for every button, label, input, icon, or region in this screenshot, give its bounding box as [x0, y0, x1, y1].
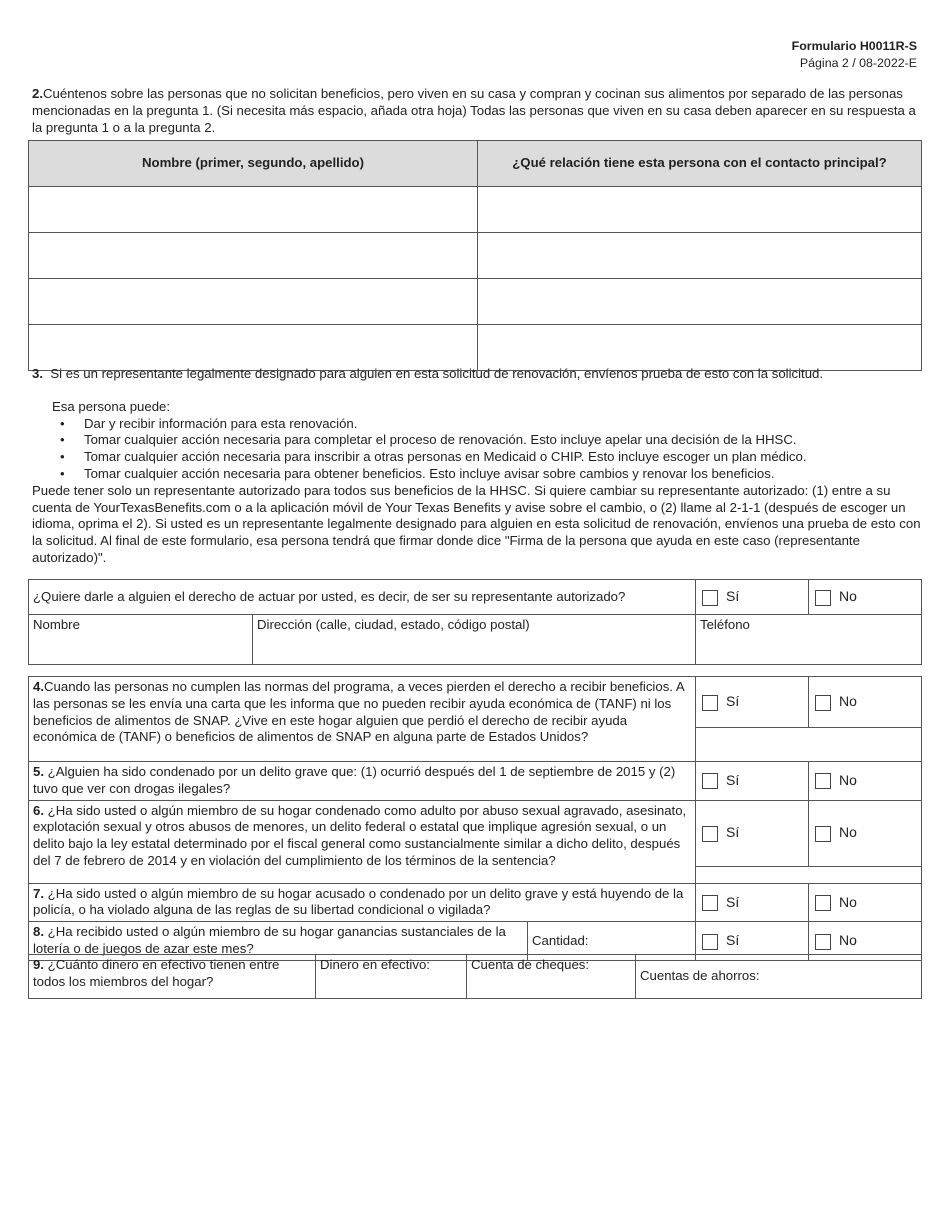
form-header — [792, 38, 917, 72]
col-relationship-header: ¿Qué relación tiene esta persona con el contacto principal? — [478, 141, 922, 187]
representative-table — [28, 579, 922, 665]
question-7: 7. ¿Ha sido usted o algún miembro de su hogar acusado o condenado por un delito grave y está huyendo de la policía, o ha violado alguna de las reglas de su libertad condicional o vigilada? — [29, 883, 696, 922]
question-9-table — [28, 954, 922, 999]
q3-can-label: Esa persona puede: — [52, 398, 171, 414]
col-name-header: Nombre (primer, segundo, apellido) — [29, 141, 478, 187]
relationship-cell[interactable] — [478, 233, 922, 279]
rep-name-field[interactable]: Nombre — [29, 615, 253, 665]
name-cell[interactable] — [29, 233, 478, 279]
checkbox-icon[interactable] — [702, 773, 718, 789]
form-number: Formulario H0011R-S — [791, 39, 917, 53]
questions-table — [28, 676, 922, 961]
rep-question: ¿Quiere darle a alguien el derecho de actuar por usted, es decir, de ser su representante autorizado? — [29, 580, 696, 615]
checkbox-icon[interactable] — [815, 695, 831, 711]
name-cell[interactable] — [29, 325, 478, 371]
q5-no-option[interactable]: No — [809, 762, 922, 801]
list-item: • Tomar cualquier acción necesaria para obtener beneficios. Esto incluye avisar sobre cambios y renovar los beneficios. — [52, 466, 922, 483]
q8-yes-option[interactable]: Sí — [696, 922, 809, 961]
q2-number: 2. — [32, 86, 43, 101]
checkbox-icon[interactable] — [702, 590, 718, 606]
checkbox-icon[interactable] — [815, 934, 831, 950]
q7-yes-option[interactable]: Sí — [696, 883, 809, 922]
q5-yes-option[interactable]: Sí — [696, 762, 809, 801]
checkbox-icon[interactable] — [702, 895, 718, 911]
checkbox-icon[interactable] — [815, 773, 831, 789]
checkbox-icon[interactable] — [815, 895, 831, 911]
list-item: • Dar y recibir información para esta renovación. — [52, 416, 922, 433]
q4-yes-option[interactable]: Sí — [696, 677, 809, 728]
cash-field[interactable]: Dinero en efectivo: — [316, 955, 467, 999]
q8-amount-field[interactable]: Cantidad: — [528, 922, 696, 961]
question-9: 9. ¿Cuánto dinero en efectivo tienen entre todos los miembros del hogar? — [29, 955, 316, 999]
checkbox-icon[interactable] — [702, 934, 718, 950]
checking-field[interactable]: Cuenta de cheques: — [467, 955, 636, 999]
relationship-cell[interactable] — [478, 325, 922, 371]
rep-address-field[interactable]: Dirección (calle, ciudad, estado, código postal) — [253, 615, 696, 665]
checkbox-icon[interactable] — [702, 826, 718, 842]
checkbox-icon[interactable] — [815, 590, 831, 606]
household-members-table — [28, 140, 922, 371]
q3-bullet-list — [32, 416, 922, 483]
table-row — [29, 279, 922, 325]
checkbox-icon[interactable] — [702, 695, 718, 711]
q3-number: 3. — [32, 366, 43, 381]
checkbox-icon[interactable] — [815, 826, 831, 842]
question-2 — [32, 86, 922, 136]
name-cell[interactable] — [29, 187, 478, 233]
rep-phone-field[interactable]: Teléfono — [696, 615, 922, 665]
name-cell[interactable] — [29, 279, 478, 325]
list-item: • Tomar cualquier acción necesaria para inscribir a otras personas en Medicaid o CHIP. Esto incluye escoger un plan médico. — [52, 449, 922, 466]
page-number: Página 2 / 08-2022-E — [799, 56, 917, 70]
q8-no-option[interactable]: No — [809, 922, 922, 961]
q6-yes-option[interactable]: Sí — [696, 800, 809, 866]
q7-no-option[interactable]: No — [809, 883, 922, 922]
table-row — [29, 187, 922, 233]
q3-text: Si es un representante legalmente designado para alguien en esta solicitud de renovación, envíenos prueba de esto con la solicitud. — [50, 366, 824, 381]
question-6: 6. ¿Ha sido usted o algún miembro de su hogar condenado como adulto por abuso sexual agravado, asesinato, explotación sexual y otros abusos de menores, un delito federal o estatal que implique agresión sexual, o un delito bajo la ley estatal determinado por el fiscal general como sustancialmente similar a dicho delito, después del 7 de febrero de 2014 y en violación del cumplimiento de los términos de la sentencia? — [29, 800, 696, 883]
question-8: 8. ¿Ha recibido usted o algún miembro de su hogar ganancias sustanciales de la lotería o de juegos de azar este mes? — [29, 922, 528, 961]
rep-yes-option[interactable]: Sí — [696, 580, 809, 615]
question-3 — [32, 366, 922, 567]
q3-paragraph: Puede tener solo un representante autorizado para todos sus beneficios de la HHSC. Si quiere cambiar su representante autorizado: (1) entre a su cuenta de YourTexasBenefits.com o a la aplicación móvil de Your Texas Benefits y avise sobre el cambio, o (2) llame al 2-1-1 (después de escoger un idioma, oprima el 2). Si usted es un representante legalmente designado para alguien en esta solicitud de renovación, envíenos una prueba de esto con la solicitud. Al final de este formulario, esa persona tendrá que firmar donde dice "Firma de la persona que ayuda en este caso (representante autorizado)". — [32, 482, 921, 565]
question-5: 5. ¿Alguien ha sido condenado por un delito grave que: (1) ocurrió después del 1 de septiembre de 2015 y (2) tuvo que ver con drogas ilegales? — [29, 762, 696, 801]
savings-field[interactable]: Cuentas de ahorros: — [636, 955, 922, 999]
question-4: 4.Cuando las personas no cumplen las normas del programa, a veces pierden el derecho a recibir beneficios. A las personas se les envía una carta que les informa que no pueden recibir ayuda económica de (TANF) ni los beneficios de alimentos de SNAP. ¿Vive en este hogar alguien que perdió el derecho de recibir ayuda económica de (TANF) o beneficios de alimentos de SNAP en alguna parte de Estados Unidos? — [29, 677, 696, 762]
table-row — [29, 325, 922, 371]
q4-no-option[interactable]: No — [809, 677, 922, 728]
list-item: • Tomar cualquier acción necesaria para completar el proceso de renovación. Esto incluye apelar una decisión de la HHSC. — [52, 432, 922, 449]
q6-no-option[interactable]: No — [809, 800, 922, 866]
q2-text: Cuéntenos sobre las personas que no solicitan beneficios, pero viven en su casa y compran y cocinan sus alimentos por separado de las personas mencionadas en la pregunta 1. (Si necesita más espacio, añada otra hoja) Todas las personas que viven en su casa deben aparecer en su respuesta a la pregunta 1 o a la pregunta 2. — [32, 86, 916, 135]
relationship-cell[interactable] — [478, 187, 922, 233]
rep-no-option[interactable]: No — [809, 580, 922, 615]
relationship-cell[interactable] — [478, 279, 922, 325]
table-row — [29, 233, 922, 279]
